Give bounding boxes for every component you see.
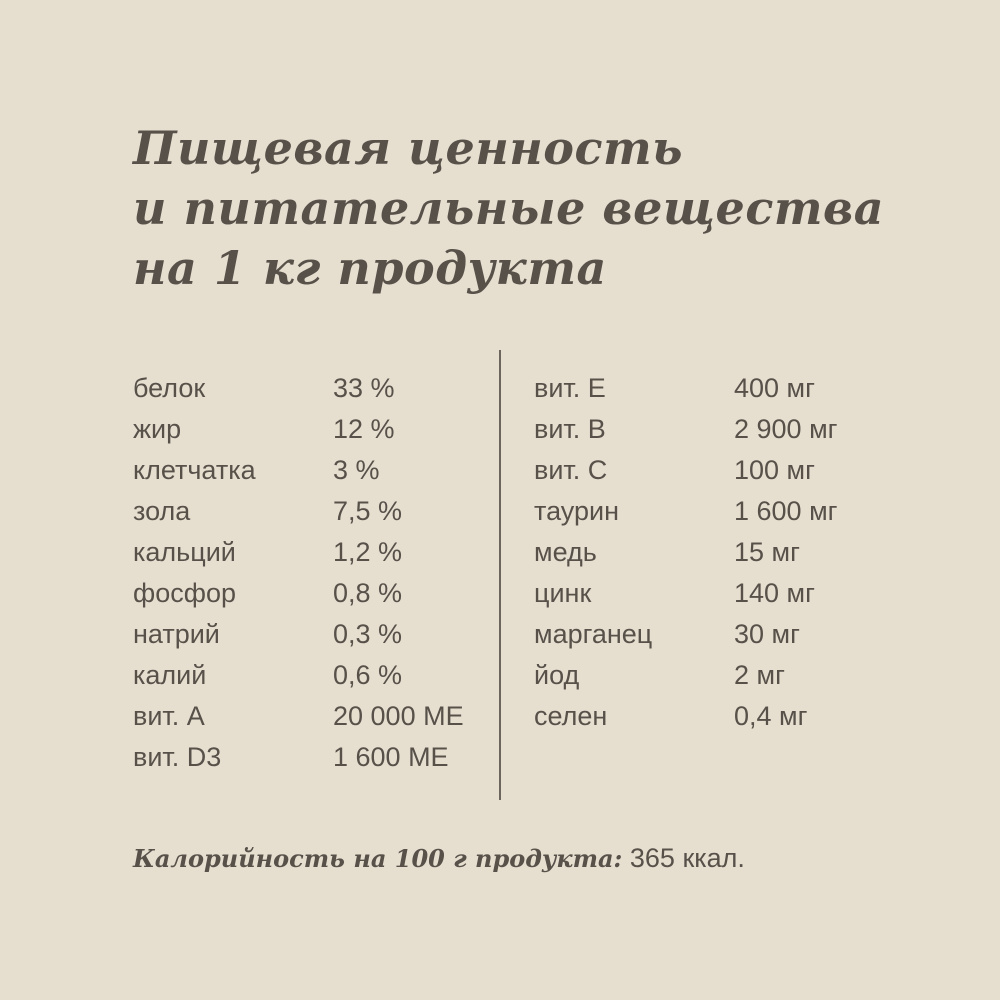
- nutrient-name: медь: [534, 537, 597, 567]
- nutrient-value: 140 мг: [734, 578, 815, 608]
- nutrient-value: 12 %: [333, 414, 395, 444]
- nutrient-name: вит. А: [133, 701, 205, 731]
- nutrient-name: вит. С: [534, 455, 608, 485]
- nutrient-value: 7,5 %: [333, 496, 403, 526]
- column-divider: [499, 350, 501, 800]
- calories-value: 365 ккал.: [629, 843, 745, 873]
- nutrient-name: натрий: [133, 619, 220, 649]
- calories-line: [133, 838, 745, 879]
- nutrient-value: 2 900 мг: [734, 414, 838, 444]
- nutrient-value: 33 %: [333, 373, 395, 403]
- title-line-3: на 1 кг продукта: [133, 241, 607, 295]
- nutrient-value: 1,2 %: [333, 537, 403, 567]
- nutrient-name: селен: [534, 701, 608, 731]
- nutrient-value: 400 мг: [734, 373, 815, 403]
- nutrient-value: 100 мг: [734, 455, 815, 485]
- nutrient-name: фосфор: [133, 578, 236, 608]
- nutrient-name: кальций: [133, 537, 236, 567]
- calories-label: Калорийность на 100 г продукта:: [133, 844, 623, 873]
- nutrient-value: 0,3 %: [333, 619, 403, 649]
- nutrient-name: белок: [133, 373, 206, 403]
- nutrient-value: 20 000 МЕ: [333, 701, 464, 731]
- nutrient-value: 1 600 МЕ: [333, 742, 449, 772]
- nutrient-value: 2 мг: [734, 660, 785, 690]
- nutrient-name: вит. D3: [133, 742, 222, 772]
- nutrient-name: цинк: [534, 578, 592, 608]
- nutrient-name: зола: [133, 496, 191, 526]
- nutrient-value: 0,4 мг: [734, 701, 808, 731]
- nutrient-value: 3 %: [333, 455, 380, 485]
- nutrient-name: вит. В: [534, 414, 606, 444]
- page-title: [133, 118, 933, 298]
- nutrient-value: 15 мг: [734, 537, 800, 567]
- title-line-2: и питательные вещества: [133, 181, 885, 235]
- nutrient-name: таурин: [534, 496, 619, 526]
- nutrient-value: 30 мг: [734, 619, 800, 649]
- nutrient-value: 0,8 %: [333, 578, 403, 608]
- nutrient-name: йод: [534, 660, 580, 690]
- nutrient-name: марганец: [534, 619, 653, 649]
- nutrient-value: 0,6 %: [333, 660, 403, 690]
- nutrient-name: калий: [133, 660, 207, 690]
- title-line-1: Пищевая ценность: [133, 121, 683, 175]
- nutrient-name: жир: [133, 414, 182, 444]
- nutrient-name: вит. Е: [534, 373, 606, 403]
- nutrient-name: клетчатка: [133, 455, 256, 485]
- nutrient-value: 1 600 мг: [734, 496, 838, 526]
